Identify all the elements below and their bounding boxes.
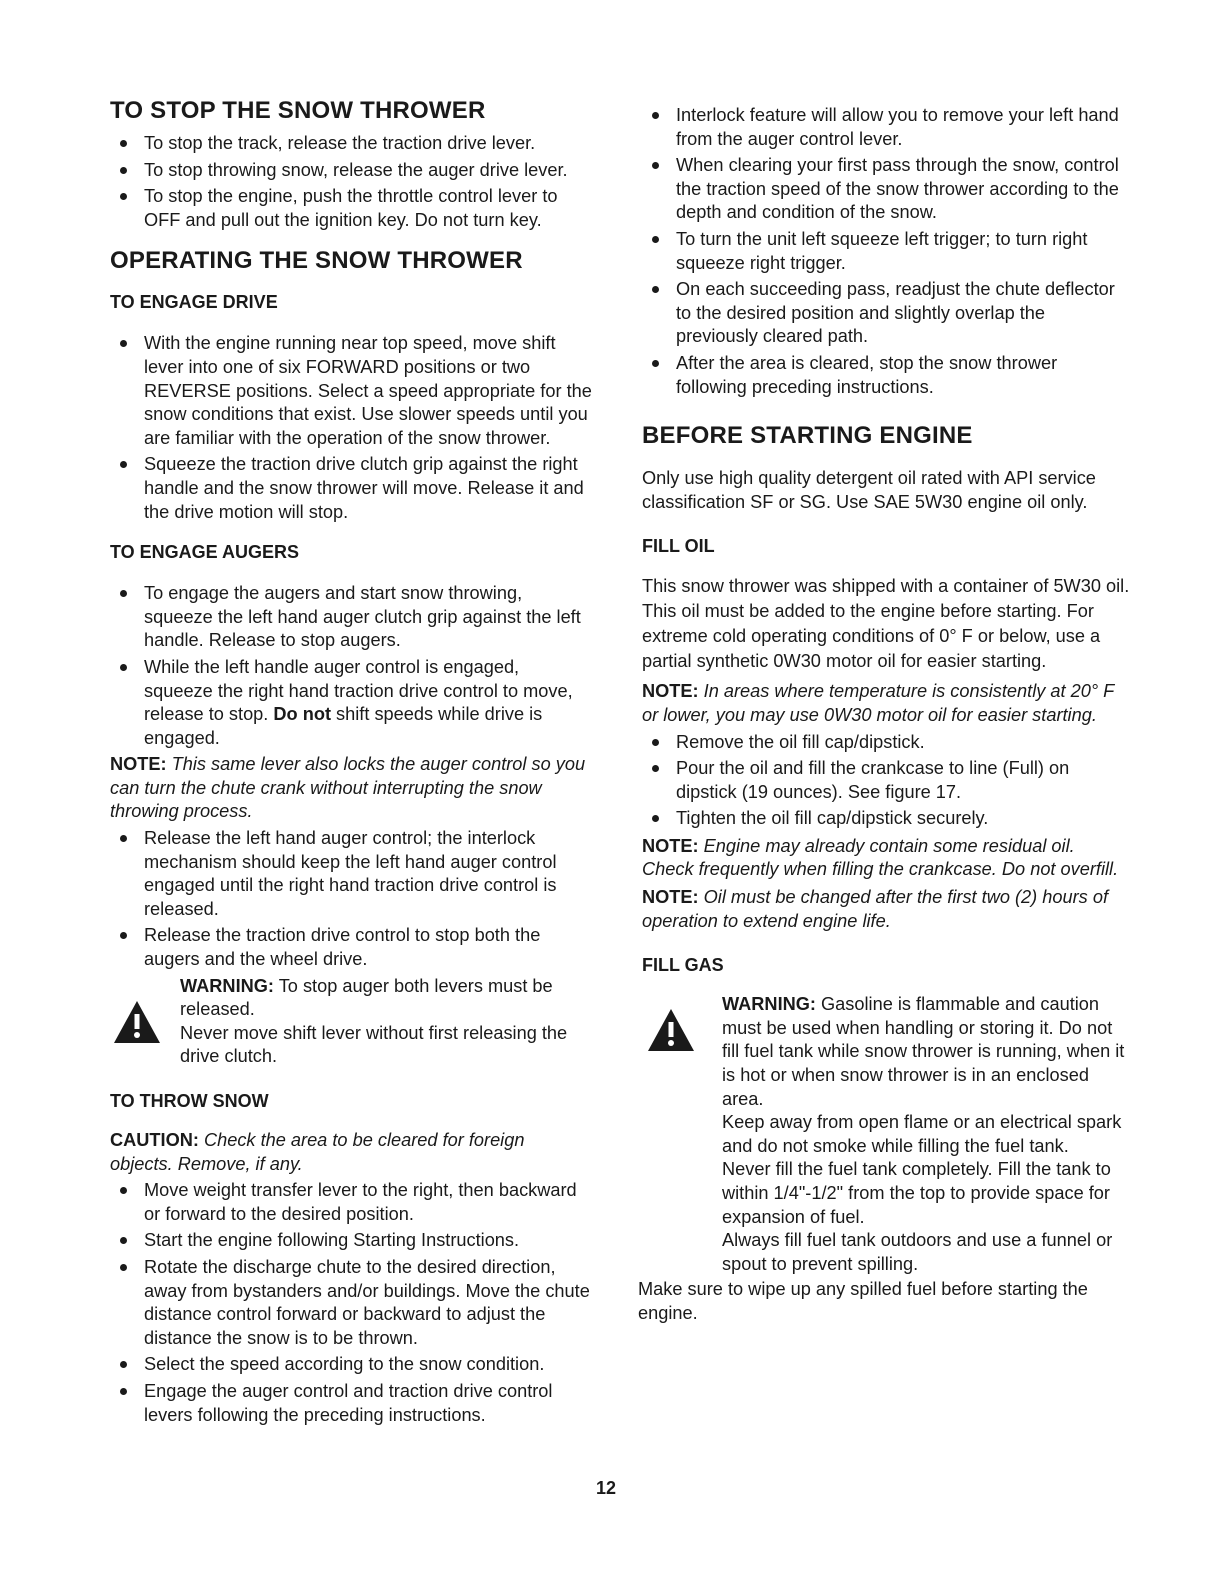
warning-label: WARNING: — [722, 994, 816, 1015]
list-item: Release the left hand auger control; the interlock mechanism should keep the left hand auger control engaged until the right hand traction drive control is released. — [110, 827, 592, 921]
list-item: To turn the unit left squeeze left trigger; to turn right squeeze right trigger. — [642, 228, 1130, 275]
throw-snow-list — [110, 1179, 592, 1427]
warning-text — [722, 993, 1130, 1111]
caution-foreign-objects — [110, 1129, 592, 1176]
left-column — [110, 96, 592, 1430]
note-text: In areas where temperature is consistently at 20° F or lower, you may use 0W30 motor oil for easier starting. — [642, 681, 1114, 725]
warning-text-2: Keep away from open flame or an electrical spark and do not smoke while filling the fuel tank. — [722, 1112, 1122, 1156]
engage-augers-heading: TO ENGAGE AUGERS — [110, 542, 300, 563]
right-column — [638, 104, 1130, 1326]
note-label: NOTE: — [642, 681, 699, 702]
note-lever-locks — [110, 753, 592, 824]
list-item — [110, 656, 592, 750]
list-item: Rotate the discharge chute to the desired direction, away from bystanders and/or buildings. Move the chute distance control forward or backward to adjust the distance the snow is to be thrown. — [110, 1256, 592, 1350]
fill-gas-heading: FILL GAS — [642, 955, 724, 976]
oil-steps-list — [642, 731, 1130, 831]
final-text: Make sure to wipe up any spilled fuel before starting the engine. — [638, 1279, 1088, 1323]
do-not-emphasis: Do not — [273, 704, 331, 725]
list-item: Start the engine following Starting Instructions. — [110, 1229, 592, 1253]
continued-list — [642, 104, 1130, 399]
list-item: Select the speed according to the snow condition. — [110, 1353, 592, 1377]
warning-text-4: Always fill fuel tank outdoors and use a funnel or spout to prevent spilling. — [722, 1230, 1113, 1274]
list-item: Move weight transfer lever to the right, then backward or forward to the desired position. — [110, 1179, 592, 1226]
stop-list — [110, 132, 592, 232]
warning-text-2: Never move shift lever without first releasing the drive clutch. — [180, 1022, 568, 1067]
item-text: While the left handle auger control is engaged, squeeze the right hand traction drive control to move, release to stop. — [144, 656, 573, 725]
list-item: To engage the augers and start snow throwing, squeeze the left hand auger clutch grip against the left handle. Release to stop augers. — [110, 582, 592, 653]
before-starting-text: Only use high quality detergent oil rated with API service classification SF or SG. Use SAE 5W30 engine oil only. — [642, 468, 1096, 512]
caution-text: Check the area to be cleared for foreign objects. Remove, if any. — [110, 1130, 525, 1174]
item-text: shift speeds while drive is engaged. — [144, 704, 543, 748]
warning-body: To stop auger both levers must be released. — [180, 975, 553, 1020]
engage-drive-heading: TO ENGAGE DRIVE — [110, 292, 278, 313]
note-label: NOTE: — [642, 835, 699, 856]
stop-heading: TO STOP THE SNOW THROWER — [110, 97, 486, 124]
list-item: To stop the engine, push the throttle control lever to OFF and pull out the ignition key. Do not turn key. — [110, 185, 592, 232]
warning-body: Gasoline is flammable and caution must be used when handling or storing it. Do not fill fuel tank while snow thrower is running, when it is hot or when snow thrower is in an enclosed area. — [722, 994, 1125, 1109]
page-number: 12 — [595, 1478, 617, 1498]
warning-triangle-icon — [646, 1007, 696, 1053]
list-item: When clearing your first pass through the snow, control the traction speed of the snow thrower according to the depth and condition of the snow. — [642, 154, 1130, 225]
list-item: Squeeze the traction drive clutch grip against the right handle and the snow thrower will move. Release it and the drive motion will stop. — [110, 453, 592, 524]
note-text: Oil must be changed after the first two (2) hours of operation to extend engine life. — [642, 887, 1108, 931]
note-label: NOTE: — [110, 754, 167, 775]
throw-snow-heading: TO THROW SNOW — [110, 1091, 269, 1111]
warning-levers — [110, 975, 592, 1069]
list-item: With the engine running near top speed, move shift lever into one of six FORWARD positions or two REVERSE positions. Select a speed appropriate for the snow conditions that exist. Use slower speeds until you are familiar with the operation of the snow thrower. — [110, 332, 592, 450]
note-label: NOTE: — [642, 887, 699, 908]
list-item: Remove the oil fill cap/dipstick. — [642, 731, 1130, 755]
list-item: On each succeeding pass, readjust the chute deflector to the desired position and slightly overlap the previously cleared path. — [642, 278, 1130, 349]
list-item: To stop throwing snow, release the auger drive lever. — [110, 159, 592, 183]
fill-oil-text: This snow thrower was shipped with a container of 5W30 oil. This oil must be added to the engine before starting. For extreme cold operating conditions of 0° F or below, use a partial synthetic 0W30 motor oil for easier starting. — [642, 576, 1130, 672]
note-text: This same lever also locks the auger control so you can turn the chute crank without interrupting the snow throwing process. — [110, 754, 586, 822]
engage-augers-list — [110, 582, 592, 750]
caution-label: CAUTION: — [110, 1130, 199, 1150]
warning-triangle-icon — [112, 999, 162, 1045]
before-starting-heading: BEFORE STARTING ENGINE — [642, 422, 973, 450]
note-oil-change — [642, 886, 1130, 933]
note-text: Engine may already contain some residual oil. Check frequently when filling the crankcase. Do not overfill. — [642, 835, 1119, 880]
note-temperature — [642, 680, 1130, 727]
note-residual-oil — [642, 835, 1130, 882]
fill-oil-heading: FILL OIL — [642, 536, 715, 557]
list-item: Engage the auger control and traction drive control levers following the preceding instructions. — [110, 1380, 592, 1427]
list-item: Tighten the oil fill cap/dipstick securely. — [642, 807, 1130, 831]
list-item: Release the traction drive control to stop both the augers and the wheel drive. — [110, 924, 592, 971]
list-item: Interlock feature will allow you to remove your left hand from the auger control lever. — [642, 104, 1130, 151]
warning-gasoline — [642, 993, 1130, 1276]
list-item: After the area is cleared, stop the snow thrower following preceding instructions. — [642, 352, 1130, 399]
list-item: To stop the track, release the traction drive lever. — [110, 132, 592, 156]
list-item: Pour the oil and fill the crankcase to line (Full) on dipstick (19 ounces). See figure 17. — [642, 757, 1130, 804]
warning-text-3: Never fill the fuel tank completely. Fill the tank to within 1/4"-1/2" from the top to provide space for expansion of fuel. — [722, 1159, 1111, 1227]
engage-drive-list — [110, 332, 592, 524]
augers-list-continued — [110, 827, 592, 972]
warning-text — [180, 975, 592, 1022]
operating-heading: OPERATING THE SNOW THROWER — [110, 247, 523, 275]
warning-label: WARNING: — [180, 975, 274, 996]
